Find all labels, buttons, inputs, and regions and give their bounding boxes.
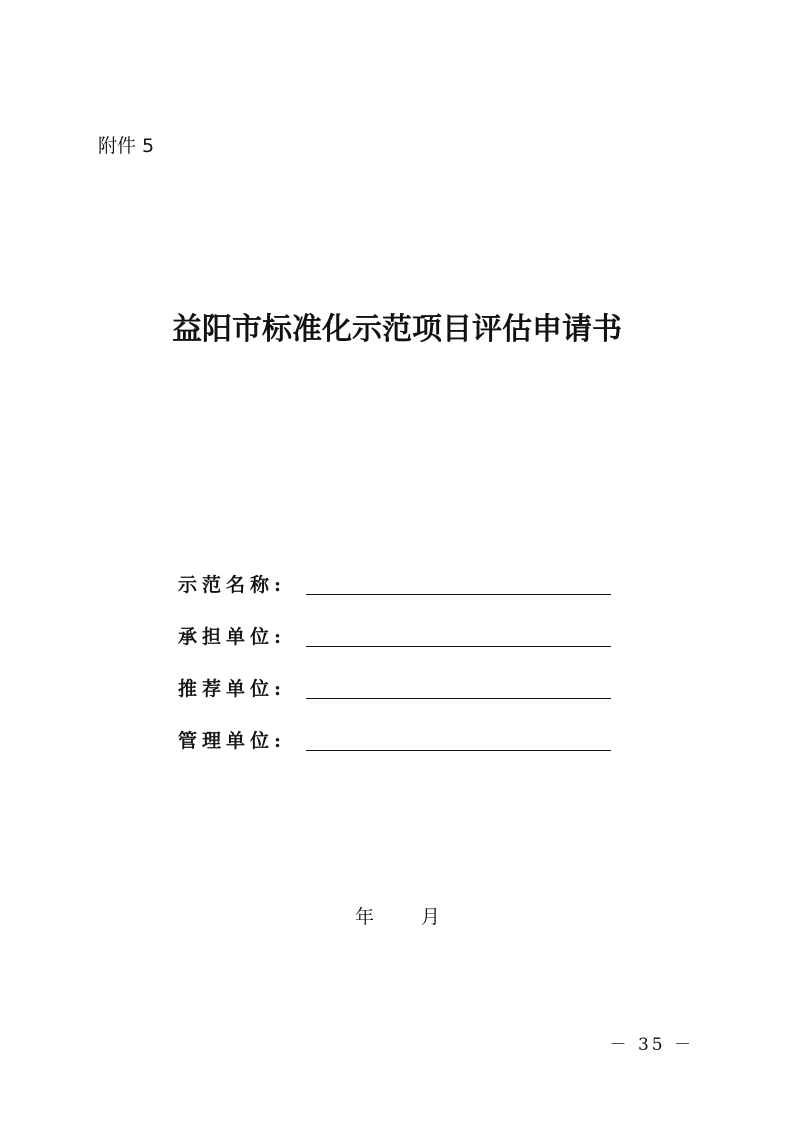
field-label-undertaking-unit: 承担单位: bbox=[178, 626, 287, 648]
field-undertaking-unit bbox=[178, 622, 618, 674]
field-label-demo-name: 示范名称: bbox=[178, 574, 287, 596]
field-management-unit bbox=[178, 726, 618, 778]
field-demo-name bbox=[178, 570, 618, 622]
document-title: 益阳市标准化示范项目评估申请书 bbox=[172, 312, 622, 347]
field-label-recommending-unit: 推荐单位: bbox=[178, 678, 287, 700]
date-month-label: 月 bbox=[421, 906, 441, 928]
page-number: － 35 － bbox=[609, 1035, 694, 1055]
field-blank-recommending-unit[interactable] bbox=[306, 698, 611, 699]
date-year-label: 年 bbox=[355, 906, 375, 928]
field-label-management-unit: 管理单位: bbox=[178, 730, 287, 752]
attachment-label: 附件 5 bbox=[98, 135, 155, 157]
field-blank-undertaking-unit[interactable] bbox=[306, 646, 611, 647]
field-recommending-unit bbox=[178, 674, 618, 726]
field-blank-demo-name[interactable] bbox=[306, 594, 611, 595]
field-blank-management-unit[interactable] bbox=[306, 750, 611, 751]
form-fields bbox=[178, 570, 618, 778]
